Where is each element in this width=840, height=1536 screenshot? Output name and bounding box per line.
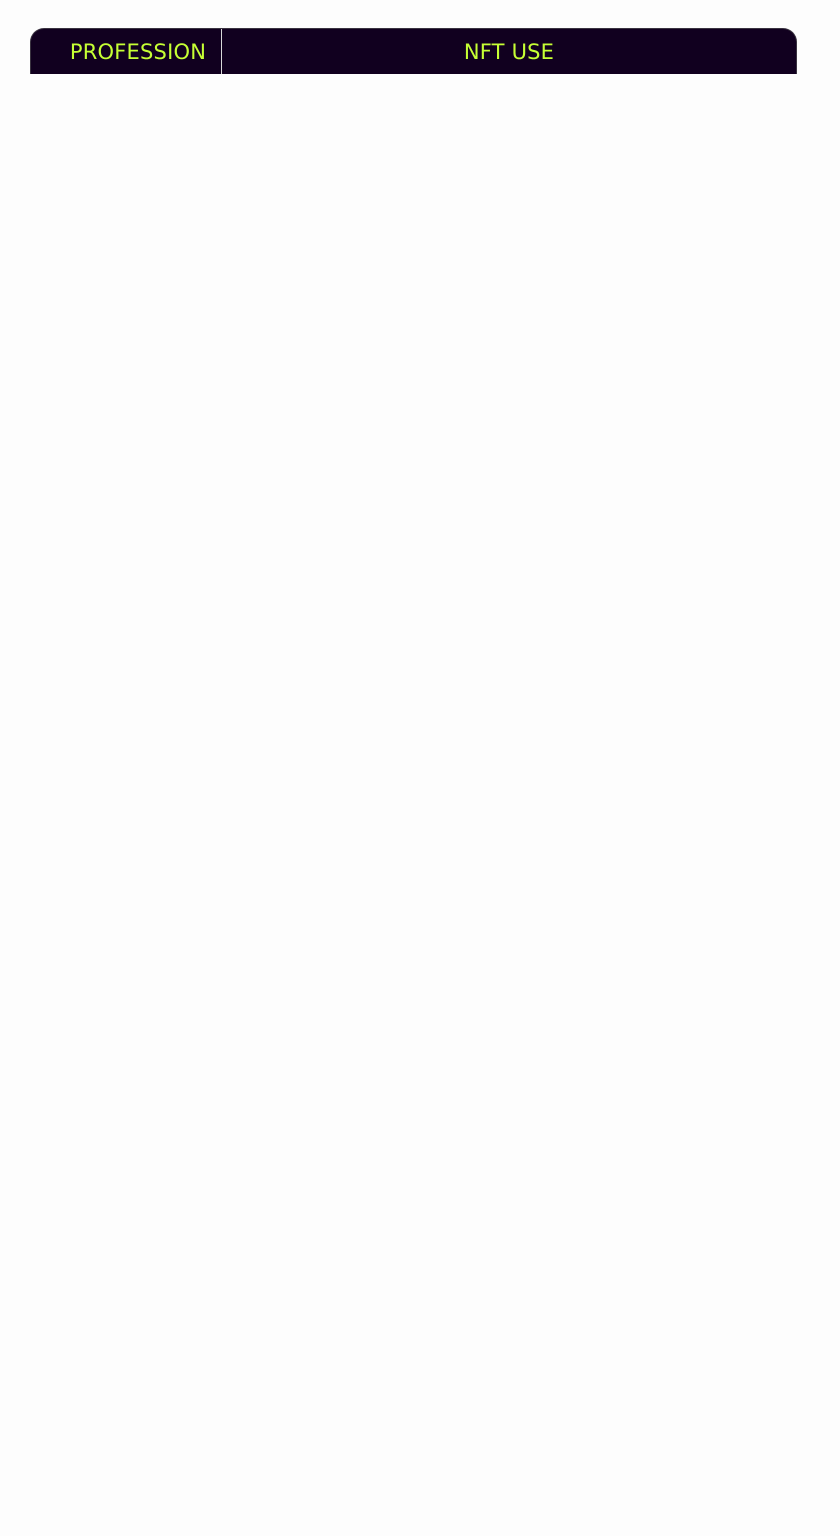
table-header-row xyxy=(30,28,797,74)
column-header-nft-use: NFT USE xyxy=(463,39,555,64)
profession-nft-table xyxy=(30,28,797,74)
column-header-profession: PROFESSION xyxy=(31,29,222,74)
